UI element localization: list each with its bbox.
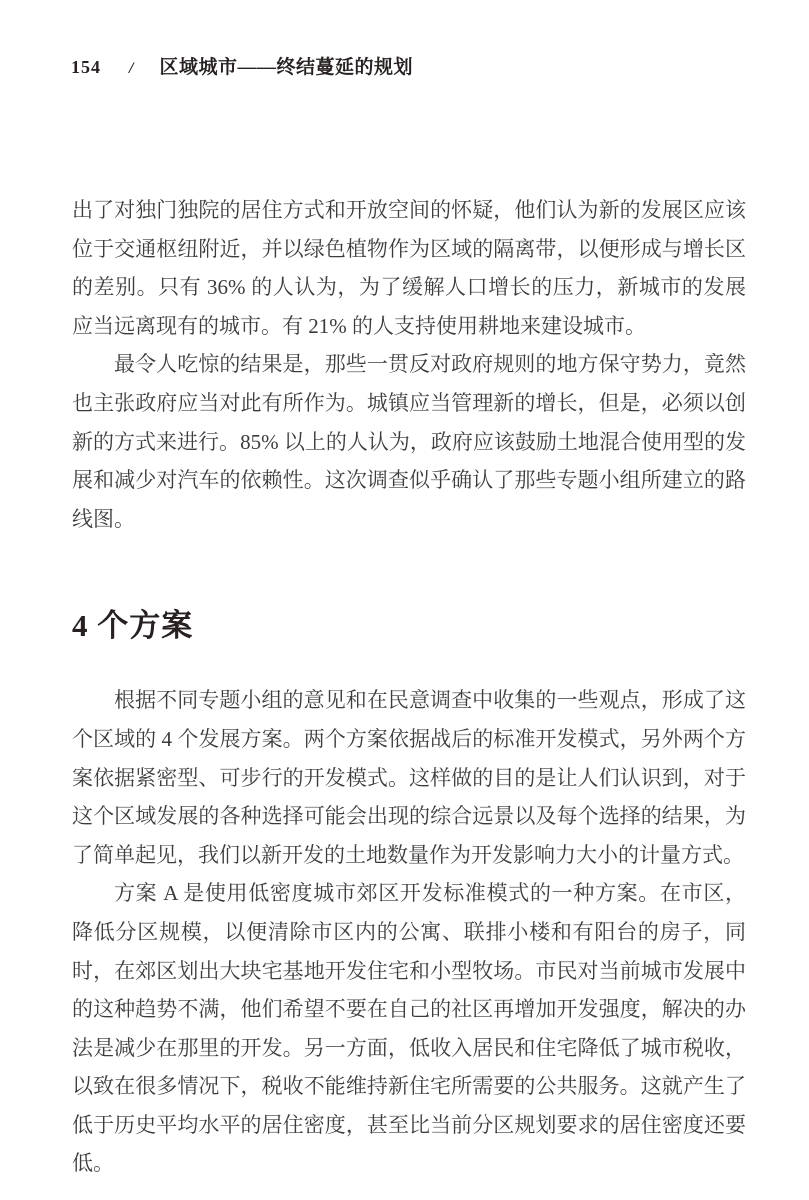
book-title: 区域城市——终结蔓延的规划 — [159, 57, 413, 78]
header-separator: / — [129, 60, 134, 77]
paragraph-scheme-a: 方案 A 是使用低密度城市郊区开发标准模式的一种方案。在市区，降低分区规模，以便清除市区内的公寓、联排小楼和有阳台的房子，同时，在郊区划出大块宅基地开发住宅和小型牧场。市民对当前城市发展中的这种趋势不满，他们希望不要在自己的社区再增加开发强度，解决的办法是减少在那里的开发。另一方面，低收入居民和住宅降低了城市税收，以致在很多情况下，税收不能维持新住宅所需要的公共服务。这就产生了低于历史平均水平的居住密度，甚至比当前分区规划要求的居住密度还要低。 — [72, 881, 746, 1176]
running-header — [71, 52, 745, 79]
page-body — [72, 191, 746, 1183]
page-number: 154 — [71, 57, 101, 77]
section-heading: 4 个方案 — [72, 608, 194, 644]
paragraph-survey-continued: 出了对独门独院的居住方式和开放空间的怀疑，他们认为新的发展区应该位于交通枢纽附近，并以绿色植物作为区域的隔离带，以便形成与增长区的差别。只有 36% 的人认为，为了缓解人口增长的压力，新城市的发展应当远离现有的城市。有 21% 的人支持使用耕地来建设城市。 — [72, 198, 746, 338]
paragraph-surprising-result: 最令人吃惊的结果是，那些一贯反对政府规则的地方保守势力，竟然也主张政府应当对此有所作为。城镇应当管理新的增长，但是，必须以创新的方式来进行。85% 以上的人认为，政府应该鼓励土地混合使用型的发展和减少对汽车的依赖性。这次调查似乎确认了那些专题小组所建立的路线图。 — [72, 352, 746, 531]
paragraph-four-schemes: 根据不同专题小组的意见和在民意调查中收集的一些观点，形成了这个区域的 4 个发展方案。两个方案依据战后的标准开发模式，另外两个方案依据紧密型、可步行的开发模式。这样做的目的是让人们认识到，对于这个区域发展的各种选择可能会出现的综合远景以及每个选择的结果，为了简单起见，我们以新开发的土地数量作为开发影响力大小的计量方式。 — [72, 688, 746, 867]
